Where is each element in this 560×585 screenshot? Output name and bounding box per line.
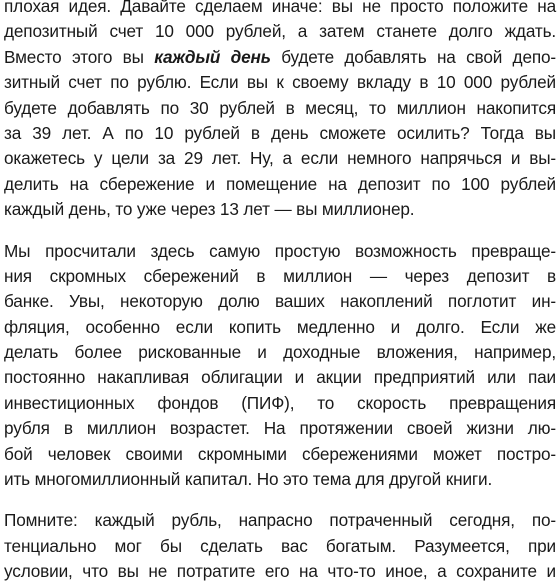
text-line: рубля в миллион возрастет. На протяжении своей жизни лю- <box>4 418 556 439</box>
paragraph-spacer <box>0 223 560 239</box>
paragraph-3 <box>0 508 560 584</box>
paragraph-1 <box>0 0 560 223</box>
text-line: постоянно накапливая облигации и акции предприятий или паи <box>4 367 556 388</box>
text-segment: будете добавлять на свой депо- <box>270 46 556 67</box>
text-line: условии, что вы не потратите его на что-то иное, а сохраните и <box>4 561 556 582</box>
text-line: Мы просчитали здесь самую простую возможность превраще- <box>4 240 556 261</box>
text-line: окажетесь у цели за 29 лет. Ну, а если немного напрячься и вы- <box>4 148 556 169</box>
text-line <box>0 45 556 70</box>
emphasis-text: каждый день <box>154 46 271 67</box>
text-line: ния скромных сбережений в миллион — через депозит в <box>4 265 556 286</box>
text-line: за 39 лет. А по 10 рублей в день сможете осилить? Тогда вы <box>4 122 556 143</box>
text-line: тенциально мог бы сделать вас богатым. Разумеется, при <box>4 535 556 556</box>
text-line: зитный счет по рублю. Если вы к своему вкладу в 10 000 рублей <box>4 72 556 93</box>
text-segment: Вместо этого вы <box>4 46 155 67</box>
text-line: банке. Увы, некоторую долю ваших накоплений поглотит ин- <box>4 291 556 312</box>
text-line: делать более рискованные и доходные вложения, например, <box>4 342 556 363</box>
text-line: каждый день, то уже через 13 лет — вы миллионер. <box>4 199 415 220</box>
text-line: депозитный счет 10 000 рублей, а затем станете долго ждать. <box>4 21 556 42</box>
text-line: ить многомиллионный капитал. Но это тема для другой книги. <box>4 469 493 490</box>
text-line: будете добавлять по 30 рублей в месяц, то миллион накопится <box>4 97 556 118</box>
text-line: Помните: каждый рубль, напрасно потраченный сегодня, по- <box>4 510 556 531</box>
text-line: инвестиционных фондов (ПИФ), то скорость превращения <box>4 392 556 413</box>
paragraph-spacer <box>0 492 560 508</box>
text-line: делить на сбережение и помещение на депозит по 100 рублей <box>4 173 556 194</box>
text-line: фляция, особенно если копить медленно и долго. Если же <box>4 316 556 337</box>
text-line: плохая идея. Давайте сделаем иначе: вы не просто положите на <box>4 0 556 16</box>
text-line: бой человек своими скромными сбережениями может постро- <box>4 443 556 464</box>
paragraph-2 <box>0 239 560 493</box>
